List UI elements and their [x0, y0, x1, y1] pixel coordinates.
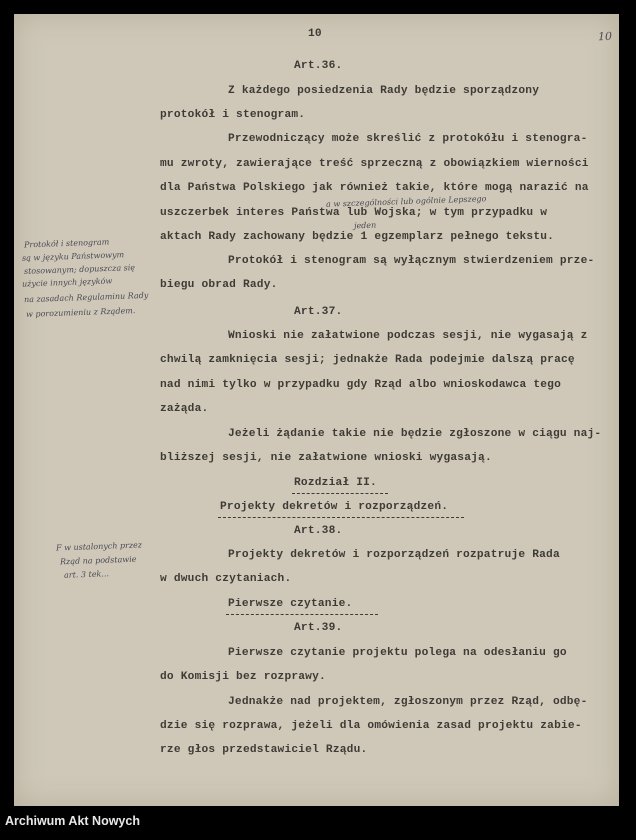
corner-mark: 10	[597, 29, 613, 44]
art38-subheading: Pierwsze czytanie.	[228, 598, 353, 610]
archive-label: Archiwum Akt Nowych	[5, 814, 140, 828]
art37-line-4: zażąda.	[160, 403, 209, 415]
art36-heading: Art.36.	[294, 60, 343, 72]
chapter-subtitle: Projekty dekretów i rozporządzeń.	[220, 501, 449, 513]
page-number: 10	[308, 28, 322, 40]
art36-line-1: Z każdego posiedzenia Rady będzie sporządzony	[228, 85, 540, 97]
art37-line-5: Jeżeli żądanie takie nie będzie zgłoszone w ciągu naj-	[228, 428, 602, 440]
margin-note-2-line: F w ustalonych przez	[55, 540, 143, 553]
art36-line-3: Przewodniczący może skreślić z protokółu i stenogra-	[228, 133, 588, 145]
art37-heading: Art.37.	[294, 306, 343, 318]
chapter-title-underline	[292, 493, 388, 494]
document-page	[14, 14, 619, 806]
margin-note-1-line: stosowanym; dopuszcza się	[23, 263, 136, 276]
art37-line-3: nad nimi tylko w przypadku gdy Rząd albo wnioskodawca tego	[160, 379, 561, 391]
art38-subheading-underline	[226, 614, 378, 615]
art36-line-5: dla Państwa Polskiego jak również takie, które mogą narazić na	[160, 182, 589, 194]
art38-line-1: Projekty dekretów i rozporządzeń rozpatruje Rada	[228, 549, 560, 561]
art37-line-2: chwilą zamknięcia sesji; jednakże Rada podejmie dalszą pracę	[160, 354, 575, 366]
margin-note-1-line: są w języku Państwowym	[21, 250, 125, 263]
chapter-subtitle-underline	[218, 517, 464, 518]
art36-line-6: uszczerbek interes Państwa lub Wojska; w tym przypadku w	[160, 207, 548, 219]
margin-note-2-line: art. 3 tek...	[63, 569, 110, 580]
art39-line-3: Jednakże nad projektem, zgłoszonym przez Rząd, odbę-	[228, 696, 588, 708]
art39-line-1: Pierwsze czytanie projektu polega na odesłaniu go	[228, 647, 567, 659]
interlinear-insert: a w szczególności lub ogólnie Lepszego	[325, 194, 487, 209]
art39-line-2: do Komisji bez rozprawy.	[160, 671, 326, 683]
art37-line-1: Wnioski nie załatwione podczas sesji, nie wygasają z	[228, 330, 588, 342]
chapter-title: Rozdział II.	[294, 477, 377, 489]
margin-note-1-line: użycie innych języków	[21, 276, 113, 289]
art36-line-7: aktach Rady zachowany będzie 1 egzemplarz pełnego tekstu.	[160, 231, 555, 243]
archive-footer	[0, 806, 636, 840]
art36-line-9: biegu obrad Rady.	[160, 279, 278, 291]
art39-line-4: dzie się rozprawa, jeżeli dla omówienia zasad projektu zabie-	[160, 720, 582, 732]
art36-line-8: Protokół i stenogram są wyłącznym stwierdzeniem prze-	[228, 255, 595, 267]
art39-heading: Art.39.	[294, 622, 343, 634]
margin-note-1-line: na zasadach Regulaminu Rady	[23, 290, 149, 305]
margin-note-1-line: w porozumieniu z Rządem.	[25, 306, 136, 319]
art36-line-4: mu zwroty, zawierające treść sprzeczną z obowiązkiem wierności	[160, 158, 589, 170]
art38-line-2: w dwuch czytaniach.	[160, 573, 292, 585]
margin-note-1-line: Protokół i stenogram	[23, 237, 110, 250]
margin-note-2-line: Rząd na podstawie	[59, 554, 137, 567]
art37-line-6: bliższej sesji, nie załatwione wnioski wygasają.	[160, 452, 492, 464]
art39-line-5: rze głos przedstawiciel Rządu.	[160, 744, 368, 756]
interlinear-insert-2: jeden	[353, 220, 377, 231]
art36-line-2: protokół i stenogram.	[160, 109, 306, 121]
art38-heading: Art.38.	[294, 525, 343, 537]
